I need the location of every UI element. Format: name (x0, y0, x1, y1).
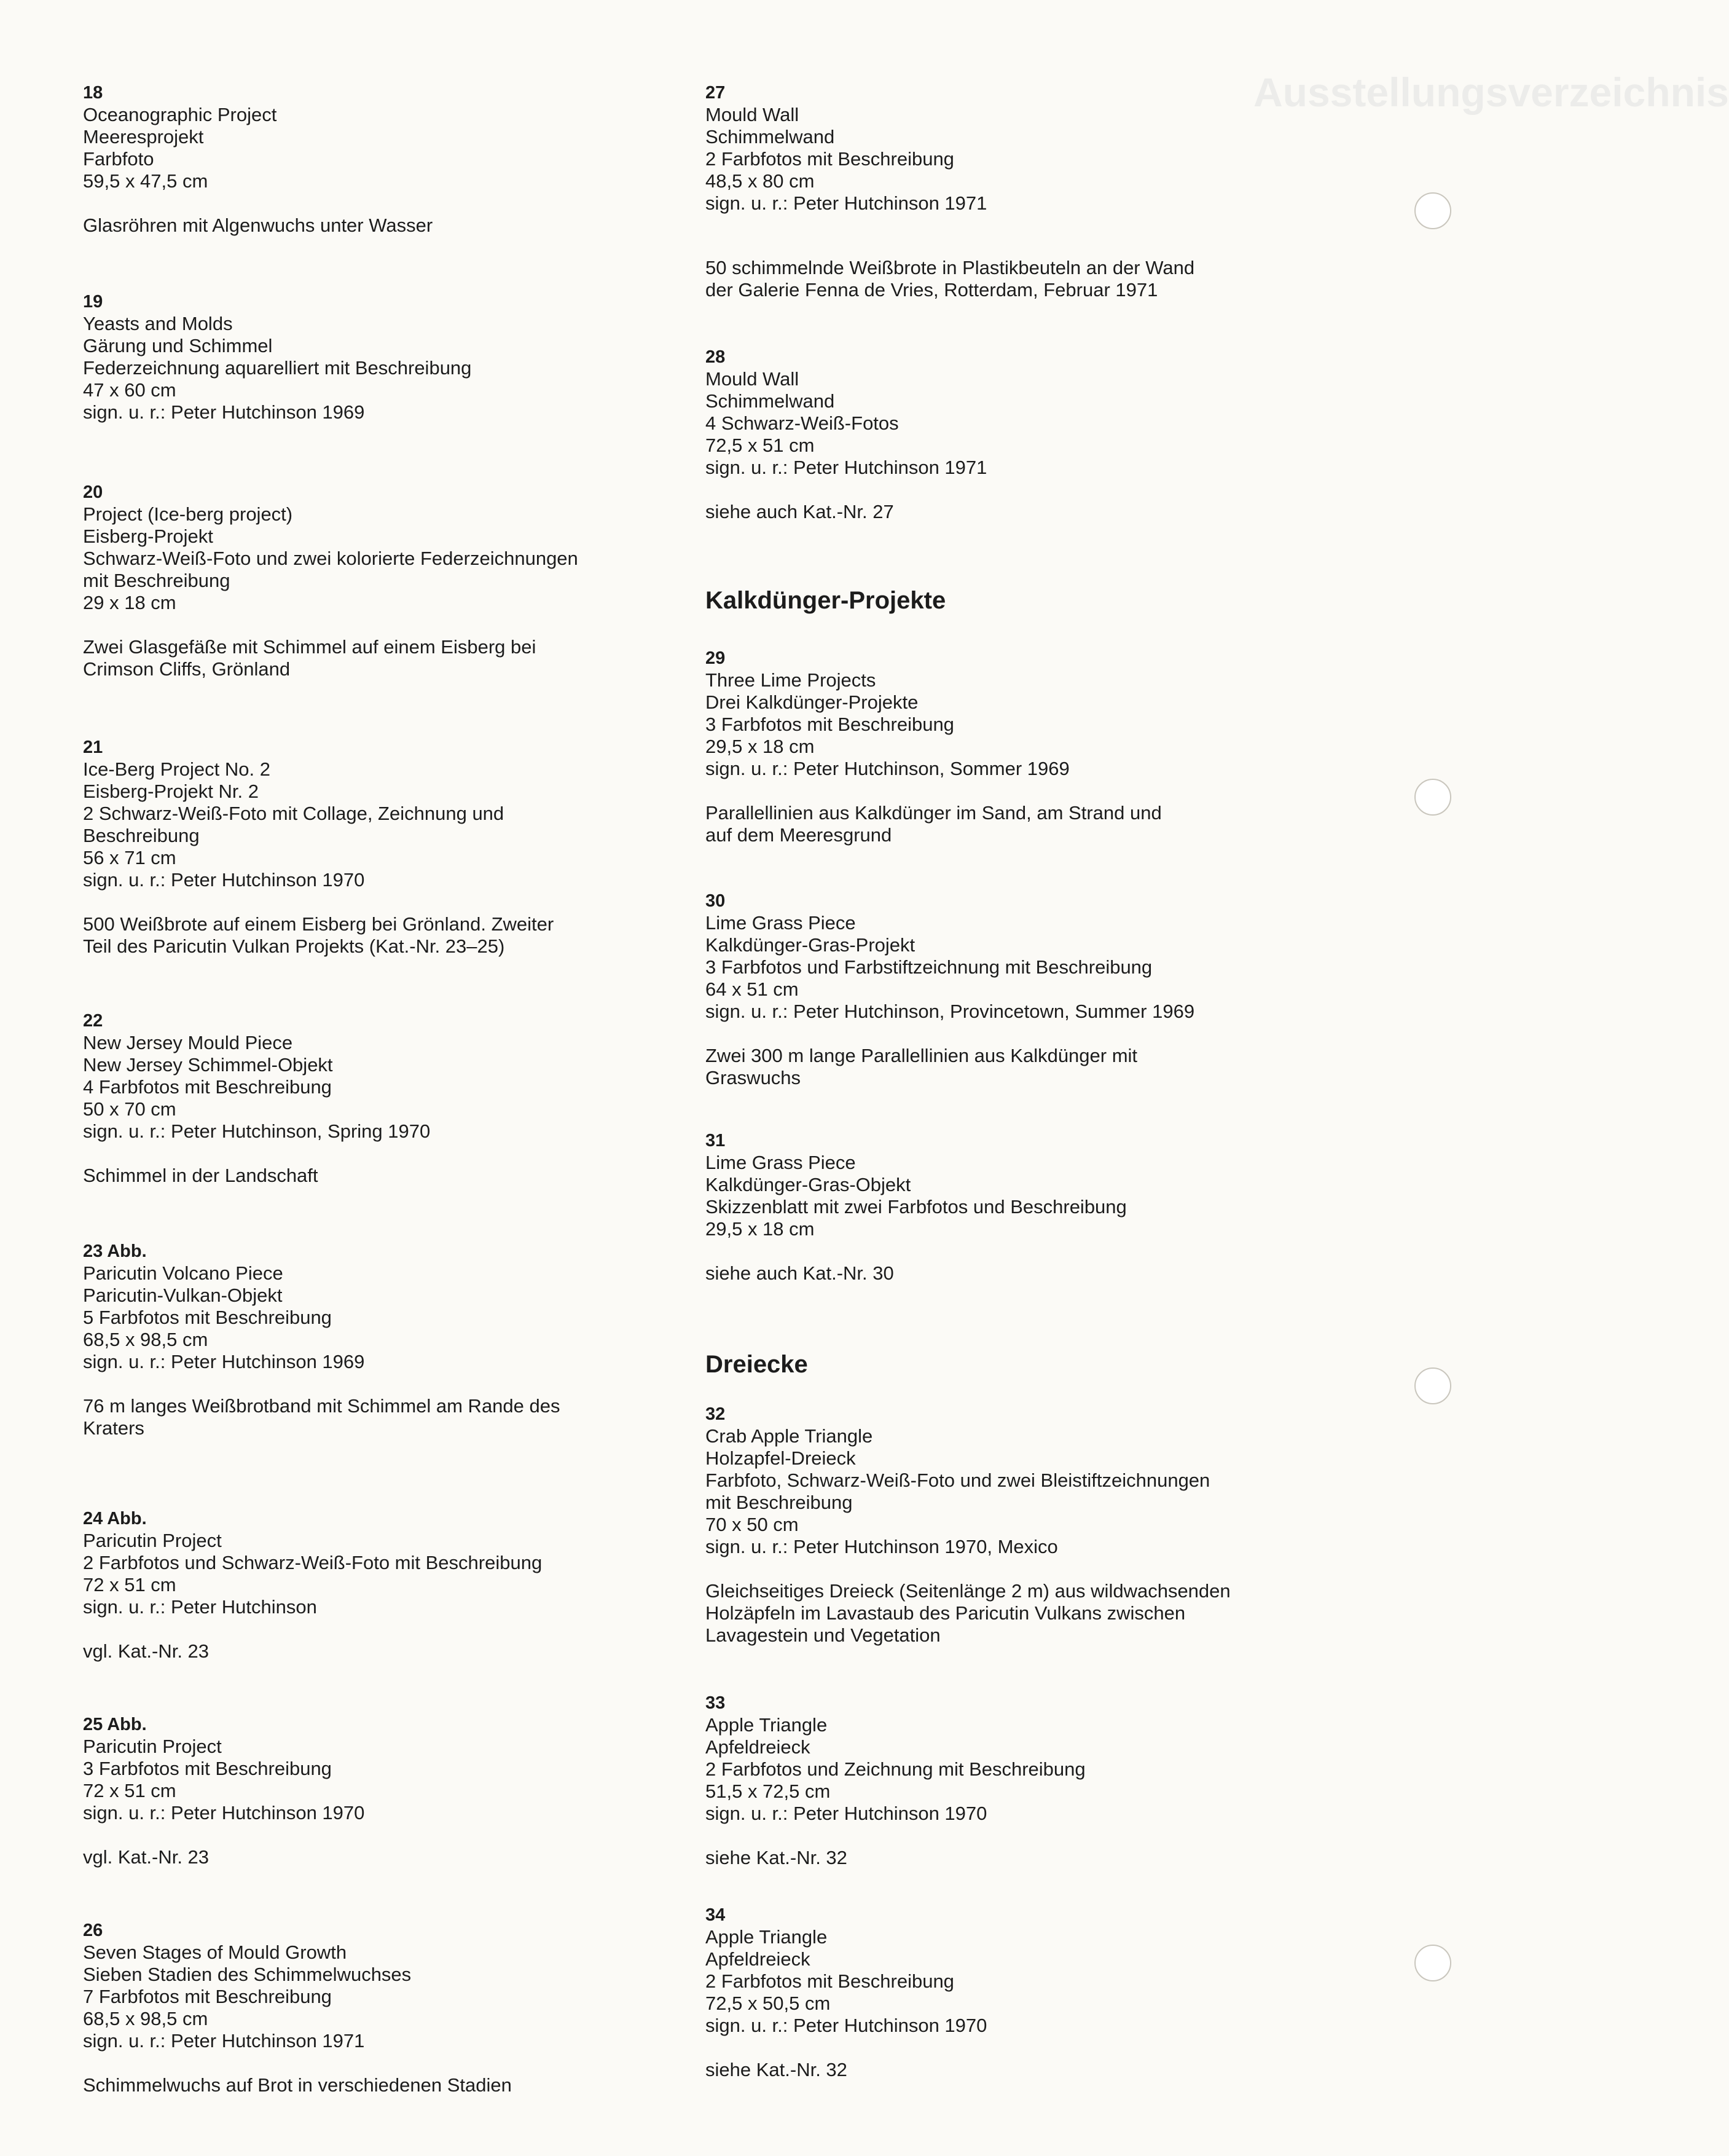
catalogue-entry (705, 1130, 1320, 1285)
entry-line: Crab Apple Triangle (705, 1425, 873, 1447)
entry-line: Apfeldreieck (705, 1948, 810, 1970)
entry-line: 51,5 x 72,5 cm (705, 1780, 831, 1802)
entry-line: Eisberg-Projekt Nr. 2 (83, 781, 259, 802)
entry-number: 31 (705, 1131, 726, 1151)
entry-line: sign. u. r.: Peter Hutchinson, Provincetown, Summer 1969 (705, 1001, 1195, 1022)
description-line: Graswuchs (705, 1067, 801, 1088)
entry-line: Apple Triangle (705, 1926, 828, 1948)
catalogue-entry (83, 1919, 648, 2096)
description-line: siehe Kat.-Nr. 32 (705, 2059, 847, 2080)
entry-line: Ice-Berg Project No. 2 (83, 758, 270, 780)
entry-line: 50 x 70 cm (83, 1098, 176, 1120)
entry-number: 26 (83, 1921, 103, 1940)
entry-line: 29,5 x 18 cm (705, 1218, 815, 1240)
catalogue-entry (83, 1508, 648, 1662)
catalogue-entry (705, 1692, 1320, 1869)
entry-line: 64 x 51 cm (705, 978, 799, 1000)
entry-description (83, 2074, 648, 2096)
entry-line: Paricutin-Vulkan-Objekt (83, 1285, 283, 1306)
entry-number: 27 (705, 83, 726, 103)
entry-line: Beschreibung (83, 825, 200, 846)
description-line: siehe auch Kat.-Nr. 30 (705, 1262, 894, 1284)
entry-line: Apple Triangle (705, 1714, 828, 1736)
description-line: 500 Weißbrote auf einem Eisberg bei Grönland. Zweiter (83, 913, 554, 935)
section-heading-dreiecke: Dreiecke (705, 1351, 808, 1378)
entry-line: 3 Farbfotos und Farbstiftzeichnung mit Beschreibung (705, 956, 1153, 978)
entry-line: sign. u. r.: Peter Hutchinson (83, 1596, 317, 1618)
entry-line: sign. u. r.: Peter Hutchinson 1971 (705, 192, 987, 214)
entry-line: Schimmelwand (705, 390, 835, 412)
entry-line: 48,5 x 80 cm (705, 170, 815, 192)
catalogue-entry (83, 1713, 648, 1868)
entry-line: Kalkdünger-Gras-Objekt (705, 1174, 911, 1195)
description-line: vgl. Kat.-Nr. 23 (83, 1640, 210, 1662)
punch-hole-2 (1414, 779, 1451, 816)
description-line: Lavagestein und Vegetation (705, 1624, 941, 1646)
entry-line: sign. u. r.: Peter Hutchinson 1970 (83, 1802, 365, 1824)
entry-number: 23 Abb. (83, 1241, 147, 1261)
entry-line: Sieben Stadien des Schimmelwuchses (83, 1964, 412, 1985)
entry-line: sign. u. r.: Peter Hutchinson 1969 (83, 401, 365, 423)
entry-description (83, 1640, 648, 1662)
entry-line: 72,5 x 51 cm (705, 435, 815, 456)
description-line: Holzäpfeln im Lavastaub des Paricutin Vulkans zwischen (705, 1602, 1186, 1624)
description-line: vgl. Kat.-Nr. 23 (83, 1846, 210, 1868)
entry-line: 47 x 60 cm (83, 379, 176, 401)
description-line: Teil des Paricutin Vulkan Projekts (Kat.-Nr. 23–25) (83, 935, 505, 957)
entry-line: Farbfoto (83, 148, 154, 170)
catalogue-entry (83, 736, 648, 958)
entry-line: sign. u. r.: Peter Hutchinson 1970 (705, 1803, 987, 1824)
entry-line: Drei Kalkdünger-Projekte (705, 691, 919, 713)
entry-line: Gärung und Schimmel (83, 335, 273, 356)
entry-line: sign. u. r.: Peter Hutchinson 1971 (83, 2030, 365, 2052)
entry-line: Eisberg-Projekt (83, 525, 213, 547)
entry-line: sign. u. r.: Peter Hutchinson 1970 (705, 2015, 987, 2036)
entry-line: New Jersey Mould Piece (83, 1032, 293, 1053)
entry-line: Skizzenblatt mit zwei Farbfotos und Beschreibung (705, 1196, 1127, 1218)
entry-number: 32 (705, 1404, 726, 1424)
entry-line: sign. u. r.: Peter Hutchinson, Sommer 1969 (705, 758, 1070, 779)
description-line: Kraters (83, 1417, 144, 1439)
entry-line: Schimmelwand (705, 126, 835, 148)
entry-line: 2 Farbfotos mit Beschreibung (705, 1970, 954, 1992)
entry-line: Oceanographic Project (83, 104, 277, 125)
catalogue-entry (83, 291, 648, 423)
entry-number: 29 (705, 648, 726, 668)
catalogue-entry (705, 257, 1320, 301)
entry-line: mit Beschreibung (705, 1492, 853, 1513)
entry-description (83, 1395, 648, 1439)
entry-number: 19 (83, 292, 103, 312)
entry-description (83, 913, 648, 958)
entry-line: 2 Schwarz-Weiß-Foto mit Collage, Zeichnung und (83, 803, 504, 824)
entry-line: New Jersey Schimmel-Objekt (83, 1054, 333, 1076)
catalogue-entry (705, 82, 1320, 214)
description-line: Glasröhren mit Algenwuchs unter Wasser (83, 214, 433, 236)
punch-hole-3 (1414, 1367, 1451, 1404)
description-line: siehe auch Kat.-Nr. 27 (705, 501, 894, 522)
entry-line: 3 Farbfotos mit Beschreibung (83, 1758, 332, 1779)
description-line: Schimmelwuchs auf Brot in verschiedenen Stadien (83, 2074, 512, 2096)
entry-line: Seven Stages of Mould Growth (83, 1942, 347, 1963)
entry-line: 2 Farbfotos und Zeichnung mit Beschreibung (705, 1758, 1086, 1780)
catalogue-entry (705, 1904, 1320, 2081)
entry-line: Project (Ice-berg project) (83, 503, 293, 525)
catalogue-entry (705, 890, 1320, 1089)
catalogue-entry (705, 647, 1320, 846)
entry-number: 28 (705, 347, 726, 367)
entry-line: sign. u. r.: Peter Hutchinson, Spring 1970 (83, 1120, 431, 1142)
description-line: Zwei 300 m lange Parallellinien aus Kalkdünger mit (705, 1045, 1138, 1066)
catalogue-entry (705, 346, 1320, 523)
entry-number: 30 (705, 891, 726, 911)
entry-line: Mould Wall (705, 368, 799, 390)
entry-description (705, 2059, 1320, 2081)
entry-line: Lime Grass Piece (705, 1152, 856, 1173)
entry-description (83, 214, 648, 237)
entry-line: 2 Farbfotos und Schwarz-Weiß-Foto mit Beschreibung (83, 1552, 543, 1573)
catalogue-entry (83, 82, 648, 237)
entry-line: Paricutin Project (83, 1530, 222, 1551)
entry-description (705, 1847, 1320, 1869)
entry-line: Paricutin Project (83, 1736, 222, 1757)
entry-line: 70 x 50 cm (705, 1514, 799, 1535)
entry-number: 25 Abb. (83, 1715, 147, 1734)
entry-line: Holzapfel-Dreieck (705, 1447, 856, 1469)
entry-number: 20 (83, 482, 103, 502)
entry-line: 5 Farbfotos mit Beschreibung (83, 1307, 332, 1328)
entry-line: 56 x 71 cm (83, 847, 176, 868)
entry-line: 4 Farbfotos mit Beschreibung (83, 1076, 332, 1098)
entry-line: sign. u. r.: Peter Hutchinson 1971 (705, 457, 987, 478)
description-line: Parallellinien aus Kalkdünger im Sand, am Strand und (705, 802, 1162, 824)
entry-line: Yeasts and Molds (83, 313, 233, 334)
entry-line: Federzeichnung aquarelliert mit Beschreibung (83, 357, 472, 379)
entry-line: sign. u. r.: Peter Hutchinson 1970 (83, 869, 365, 891)
entry-line: sign. u. r.: Peter Hutchinson 1969 (83, 1351, 365, 1372)
entry-line: Kalkdünger-Gras-Projekt (705, 934, 915, 956)
entry-line: 72,5 x 50,5 cm (705, 1993, 831, 2014)
entry-description (705, 1045, 1320, 1089)
entry-line: Lime Grass Piece (705, 912, 856, 934)
entry-number: 34 (705, 1905, 726, 1925)
entry-line: der Galerie Fenna de Vries, Rotterdam, Februar 1971 (705, 279, 1158, 301)
catalogue-entry (83, 1240, 648, 1439)
section-heading-kalkduenger: Kalkdünger-Projekte (705, 587, 946, 614)
description-line: Gleichseitiges Dreieck (Seitenlänge 2 m) aus wildwachsenden (705, 1580, 1231, 1602)
entry-line: Schwarz-Weiß-Foto und zwei kolorierte Federzeichnungen (83, 548, 578, 569)
entry-line: 29 x 18 cm (83, 592, 176, 613)
entry-number: 22 (83, 1011, 103, 1031)
entry-line: Meeresprojekt (83, 126, 204, 148)
description-line: Crimson Cliffs, Grönland (83, 658, 291, 680)
punch-hole-4 (1414, 1945, 1451, 1981)
show-through-heading: Ausstellungsverzeichnis (1253, 69, 1729, 115)
catalogue-entry (83, 481, 648, 680)
description-line: 76 m langes Weißbrotband mit Schimmel am Rande des (83, 1395, 560, 1417)
entry-description (705, 802, 1320, 846)
entry-line: 68,5 x 98,5 cm (83, 2008, 208, 2029)
entry-line: 3 Farbfotos mit Beschreibung (705, 714, 954, 735)
entry-line: 2 Farbfotos mit Beschreibung (705, 148, 954, 170)
entry-line: Apfeldreieck (705, 1736, 810, 1758)
entry-line: mit Beschreibung (83, 570, 230, 591)
catalogue-entry (705, 1403, 1320, 1647)
entry-number: 24 Abb. (83, 1509, 147, 1528)
entry-description (705, 501, 1320, 523)
catalogue-entry (83, 1010, 648, 1187)
entry-description (705, 1262, 1320, 1285)
description-line: Schimmel in der Landschaft (83, 1165, 318, 1186)
description-line: Zwei Glasgefäße mit Schimmel auf einem Eisberg bei (83, 636, 536, 658)
entry-line: Farbfoto, Schwarz-Weiß-Foto und zwei Bleistiftzeichnungen (705, 1469, 1210, 1491)
entry-line: 7 Farbfotos mit Beschreibung (83, 1986, 332, 2007)
entry-line: Paricutin Volcano Piece (83, 1262, 283, 1284)
description-line: siehe Kat.-Nr. 32 (705, 1847, 847, 1868)
entry-line: sign. u. r.: Peter Hutchinson 1970, Mexico (705, 1536, 1058, 1557)
entry-number: 21 (83, 738, 103, 757)
entry-line: 68,5 x 98,5 cm (83, 1329, 208, 1350)
entry-line: 72 x 51 cm (83, 1574, 176, 1595)
entry-line: 4 Schwarz-Weiß-Fotos (705, 412, 899, 434)
entry-line: 29,5 x 18 cm (705, 736, 815, 757)
entry-description (83, 1165, 648, 1187)
entry-number: 18 (83, 83, 103, 103)
entry-line: 59,5 x 47,5 cm (83, 170, 208, 192)
entry-line: Mould Wall (705, 104, 799, 125)
entry-line: 72 x 51 cm (83, 1780, 176, 1801)
description-line: auf dem Meeresgrund (705, 824, 892, 846)
entry-description (83, 636, 648, 680)
entry-description (705, 1580, 1320, 1647)
entry-line: Three Lime Projects (705, 669, 876, 691)
punch-hole-1 (1414, 192, 1451, 229)
entry-number: 33 (705, 1693, 726, 1713)
entry-line: 50 schimmelnde Weißbrote in Plastikbeuteln an der Wand (705, 257, 1195, 278)
entry-description (83, 1846, 648, 1868)
